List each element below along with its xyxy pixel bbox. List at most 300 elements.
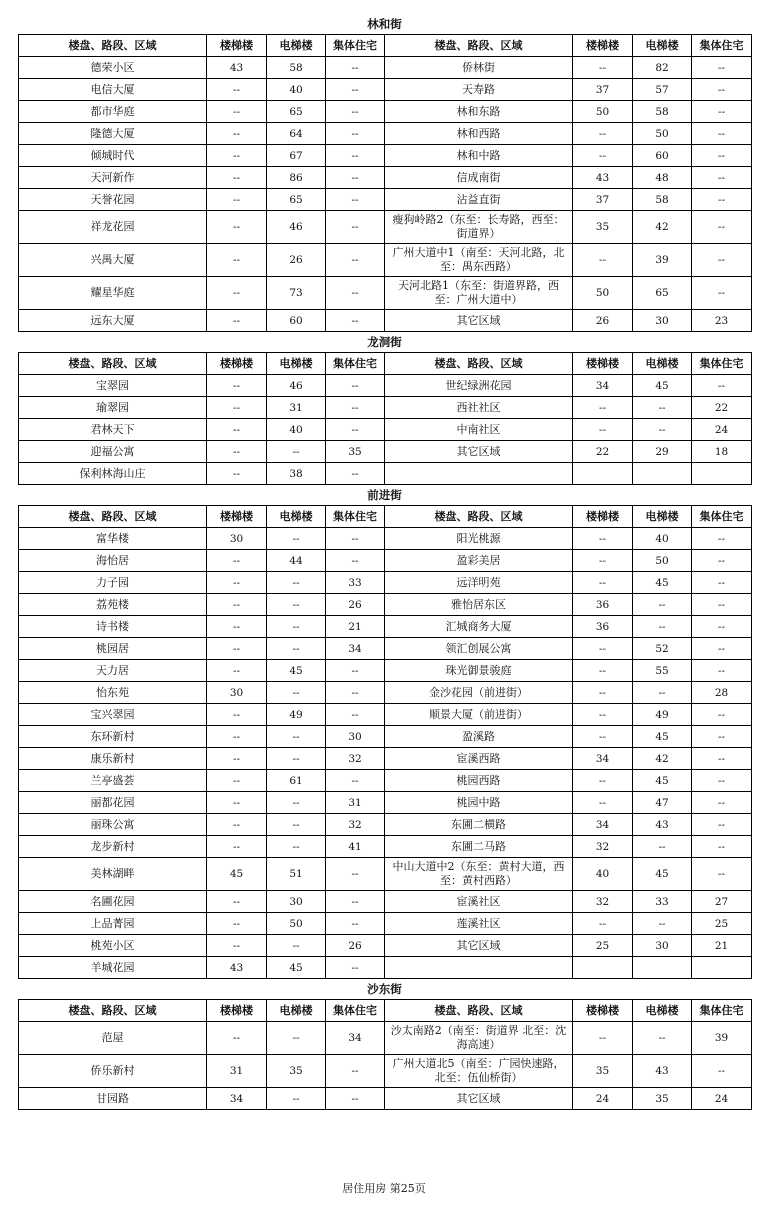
count-cell: -- bbox=[207, 836, 267, 858]
count-cell: 41 bbox=[326, 836, 385, 858]
count-cell: -- bbox=[207, 1022, 267, 1055]
count-cell: 45 bbox=[207, 858, 267, 891]
property-name-cell: 远东大厦 bbox=[19, 310, 207, 332]
property-name-cell: 侨乐新村 bbox=[19, 1055, 207, 1088]
column-header: 电梯楼 bbox=[633, 506, 692, 528]
table-row bbox=[19, 660, 752, 682]
table-row bbox=[19, 814, 752, 836]
count-cell: 28 bbox=[692, 682, 752, 704]
property-name-cell: 沙太南路2（南至：街道界 北至：沈海高速） bbox=[385, 1022, 573, 1055]
column-header: 集体住宅 bbox=[692, 506, 752, 528]
property-name-cell: 林和西路 bbox=[385, 123, 573, 145]
count-cell: 42 bbox=[633, 211, 692, 244]
property-name-cell: 东圃二横路 bbox=[385, 814, 573, 836]
count-cell: -- bbox=[326, 463, 385, 485]
column-header: 集体住宅 bbox=[692, 35, 752, 57]
count-cell: 21 bbox=[692, 935, 752, 957]
property-name-cell: 君林天下 bbox=[19, 419, 207, 441]
count-cell: -- bbox=[267, 616, 326, 638]
count-cell: -- bbox=[207, 419, 267, 441]
count-cell: 50 bbox=[633, 123, 692, 145]
count-cell: -- bbox=[573, 244, 633, 277]
count-cell: -- bbox=[207, 704, 267, 726]
count-cell: -- bbox=[326, 57, 385, 79]
property-name-cell: 其它区域 bbox=[385, 310, 573, 332]
property-name-cell: 珠光御景骏庭 bbox=[385, 660, 573, 682]
count-cell: 37 bbox=[573, 189, 633, 211]
table-row bbox=[19, 244, 752, 277]
property-name-cell: 德荣小区 bbox=[19, 57, 207, 79]
property-name-cell: 羊城花园 bbox=[19, 957, 207, 979]
count-cell: -- bbox=[692, 211, 752, 244]
table-row bbox=[19, 550, 752, 572]
section-title: 龙洞街 bbox=[367, 335, 402, 349]
count-cell: -- bbox=[326, 310, 385, 332]
count-cell: 22 bbox=[573, 441, 633, 463]
count-cell: 45 bbox=[633, 726, 692, 748]
count-cell: -- bbox=[207, 792, 267, 814]
property-name-cell: 名圃花园 bbox=[19, 891, 207, 913]
property-name-cell bbox=[385, 957, 573, 979]
count-cell: 47 bbox=[633, 792, 692, 814]
count-cell: -- bbox=[573, 397, 633, 419]
table-row bbox=[19, 913, 752, 935]
count-cell: 30 bbox=[207, 682, 267, 704]
count-cell: -- bbox=[573, 638, 633, 660]
count-cell: -- bbox=[326, 770, 385, 792]
count-cell: -- bbox=[267, 638, 326, 660]
count-cell: 82 bbox=[633, 57, 692, 79]
table-row bbox=[19, 419, 752, 441]
count-cell: 30 bbox=[207, 528, 267, 550]
count-cell: -- bbox=[207, 397, 267, 419]
count-cell: -- bbox=[207, 770, 267, 792]
section-title: 前进街 bbox=[367, 488, 402, 502]
count-cell: 31 bbox=[207, 1055, 267, 1088]
property-name-cell: 金沙花园（前进街） bbox=[385, 682, 573, 704]
count-cell: -- bbox=[326, 704, 385, 726]
section-table bbox=[18, 34, 752, 332]
count-cell: -- bbox=[326, 277, 385, 310]
count-cell: 23 bbox=[692, 310, 752, 332]
property-name-cell: 范屋 bbox=[19, 1022, 207, 1055]
count-cell: -- bbox=[573, 528, 633, 550]
count-cell: 65 bbox=[267, 101, 326, 123]
property-name-cell: 倾城时代 bbox=[19, 145, 207, 167]
column-header: 电梯楼 bbox=[267, 353, 326, 375]
table-header-row bbox=[19, 353, 752, 375]
count-cell: 33 bbox=[633, 891, 692, 913]
count-cell: -- bbox=[573, 726, 633, 748]
count-cell: 25 bbox=[573, 935, 633, 957]
count-cell: 50 bbox=[267, 913, 326, 935]
count-cell: 51 bbox=[267, 858, 326, 891]
property-name-cell: 天河新作 bbox=[19, 167, 207, 189]
column-header: 楼梯楼 bbox=[207, 353, 267, 375]
count-cell: 30 bbox=[633, 935, 692, 957]
count-cell: -- bbox=[207, 189, 267, 211]
table-row bbox=[19, 682, 752, 704]
property-name-cell: 天寿路 bbox=[385, 79, 573, 101]
property-name-cell: 天誉花园 bbox=[19, 189, 207, 211]
count-cell: 40 bbox=[267, 79, 326, 101]
table-row bbox=[19, 957, 752, 979]
count-cell: 43 bbox=[633, 814, 692, 836]
count-cell: -- bbox=[692, 836, 752, 858]
property-name-cell: 林和中路 bbox=[385, 145, 573, 167]
count-cell: 30 bbox=[633, 310, 692, 332]
count-cell: -- bbox=[207, 814, 267, 836]
count-cell: 42 bbox=[633, 748, 692, 770]
property-name-cell: 丽都花园 bbox=[19, 792, 207, 814]
count-cell: 36 bbox=[573, 594, 633, 616]
count-cell: -- bbox=[267, 682, 326, 704]
table-header-row bbox=[19, 506, 752, 528]
count-cell: 24 bbox=[692, 1088, 752, 1110]
column-header: 集体住宅 bbox=[326, 506, 385, 528]
count-cell: 45 bbox=[633, 375, 692, 397]
property-name-cell: 怡东苑 bbox=[19, 682, 207, 704]
property-name-cell: 桃园西路 bbox=[385, 770, 573, 792]
table-row bbox=[19, 528, 752, 550]
count-cell: -- bbox=[573, 123, 633, 145]
count-cell: 35 bbox=[573, 1055, 633, 1088]
table-row bbox=[19, 1088, 752, 1110]
count-cell: -- bbox=[692, 616, 752, 638]
property-name-cell: 顺景大厦（前进街） bbox=[385, 704, 573, 726]
count-cell: -- bbox=[633, 594, 692, 616]
count-cell: -- bbox=[267, 935, 326, 957]
count-cell: -- bbox=[267, 748, 326, 770]
count-cell: -- bbox=[692, 792, 752, 814]
count-cell: 55 bbox=[633, 660, 692, 682]
count-cell: 39 bbox=[633, 244, 692, 277]
count-cell bbox=[633, 957, 692, 979]
count-cell: 26 bbox=[573, 310, 633, 332]
count-cell: 35 bbox=[633, 1088, 692, 1110]
count-cell: 30 bbox=[326, 726, 385, 748]
property-name-cell: 康乐新村 bbox=[19, 748, 207, 770]
count-cell: -- bbox=[692, 550, 752, 572]
count-cell: -- bbox=[207, 748, 267, 770]
count-cell bbox=[573, 957, 633, 979]
count-cell: -- bbox=[633, 1022, 692, 1055]
count-cell: 52 bbox=[633, 638, 692, 660]
column-header: 楼盘、路段、区域 bbox=[385, 35, 573, 57]
count-cell: -- bbox=[326, 1055, 385, 1088]
table-row bbox=[19, 704, 752, 726]
count-cell: 39 bbox=[692, 1022, 752, 1055]
table-header-row bbox=[19, 35, 752, 57]
count-cell: -- bbox=[573, 913, 633, 935]
count-cell: 38 bbox=[267, 463, 326, 485]
property-name-cell: 瘦狗岭路2（东至：长寿路，西至：街道界） bbox=[385, 211, 573, 244]
count-cell: 30 bbox=[267, 891, 326, 913]
count-cell: 64 bbox=[267, 123, 326, 145]
count-cell: -- bbox=[267, 572, 326, 594]
count-cell: -- bbox=[692, 748, 752, 770]
table-row bbox=[19, 792, 752, 814]
count-cell: 34 bbox=[573, 375, 633, 397]
property-name-cell: 阳光桃源 bbox=[385, 528, 573, 550]
count-cell: -- bbox=[633, 419, 692, 441]
property-name-cell: 侨林街 bbox=[385, 57, 573, 79]
count-cell: -- bbox=[326, 189, 385, 211]
count-cell: 45 bbox=[633, 858, 692, 891]
column-header: 楼梯楼 bbox=[573, 506, 633, 528]
count-cell: 58 bbox=[633, 101, 692, 123]
count-cell: 65 bbox=[633, 277, 692, 310]
count-cell: 60 bbox=[267, 310, 326, 332]
count-cell: -- bbox=[326, 419, 385, 441]
column-header: 楼盘、路段、区域 bbox=[385, 1000, 573, 1022]
count-cell: -- bbox=[692, 572, 752, 594]
count-cell: -- bbox=[267, 528, 326, 550]
property-name-cell: 桃苑小区 bbox=[19, 935, 207, 957]
count-cell: -- bbox=[326, 123, 385, 145]
count-cell: -- bbox=[207, 913, 267, 935]
count-cell: -- bbox=[207, 891, 267, 913]
section-table bbox=[18, 999, 752, 1110]
count-cell: -- bbox=[326, 145, 385, 167]
property-name-cell: 都市华庭 bbox=[19, 101, 207, 123]
table-row bbox=[19, 211, 752, 244]
count-cell: 86 bbox=[267, 167, 326, 189]
count-cell: -- bbox=[692, 814, 752, 836]
count-cell: -- bbox=[207, 244, 267, 277]
section-title: 林和街 bbox=[367, 17, 402, 31]
count-cell: 65 bbox=[267, 189, 326, 211]
count-cell: 29 bbox=[633, 441, 692, 463]
column-header: 集体住宅 bbox=[692, 1000, 752, 1022]
count-cell: 40 bbox=[267, 419, 326, 441]
count-cell bbox=[692, 463, 752, 485]
count-cell: 32 bbox=[326, 814, 385, 836]
count-cell: -- bbox=[207, 616, 267, 638]
column-header: 楼梯楼 bbox=[573, 35, 633, 57]
property-name-cell: 领汇创展公寓 bbox=[385, 638, 573, 660]
table-row bbox=[19, 891, 752, 913]
table-row bbox=[19, 167, 752, 189]
count-cell: 32 bbox=[573, 891, 633, 913]
count-cell: -- bbox=[326, 79, 385, 101]
column-header: 电梯楼 bbox=[267, 35, 326, 57]
count-cell: -- bbox=[207, 375, 267, 397]
count-cell: -- bbox=[633, 397, 692, 419]
property-name-cell: 其它区域 bbox=[385, 1088, 573, 1110]
property-name-cell: 迎福公寓 bbox=[19, 441, 207, 463]
count-cell: 26 bbox=[326, 594, 385, 616]
property-name-cell: 桃园居 bbox=[19, 638, 207, 660]
table-row bbox=[19, 726, 752, 748]
count-cell: -- bbox=[326, 397, 385, 419]
count-cell: 45 bbox=[633, 572, 692, 594]
column-header: 楼梯楼 bbox=[573, 353, 633, 375]
count-cell: -- bbox=[573, 57, 633, 79]
count-cell: 49 bbox=[633, 704, 692, 726]
count-cell: 25 bbox=[692, 913, 752, 935]
count-cell: -- bbox=[692, 528, 752, 550]
count-cell: -- bbox=[326, 682, 385, 704]
count-cell: 22 bbox=[692, 397, 752, 419]
table-row bbox=[19, 463, 752, 485]
property-name-cell: 林和东路 bbox=[385, 101, 573, 123]
property-name-cell: 其它区域 bbox=[385, 935, 573, 957]
count-cell: -- bbox=[573, 419, 633, 441]
property-name-cell: 富华楼 bbox=[19, 528, 207, 550]
count-cell: 60 bbox=[633, 145, 692, 167]
count-cell: 31 bbox=[326, 792, 385, 814]
column-header: 楼盘、路段、区域 bbox=[19, 353, 207, 375]
count-cell: -- bbox=[573, 704, 633, 726]
count-cell: 73 bbox=[267, 277, 326, 310]
property-name-cell: 电信大厦 bbox=[19, 79, 207, 101]
column-header: 楼梯楼 bbox=[573, 1000, 633, 1022]
count-cell: 48 bbox=[633, 167, 692, 189]
count-cell: -- bbox=[267, 441, 326, 463]
table-row bbox=[19, 101, 752, 123]
column-header: 楼盘、路段、区域 bbox=[385, 506, 573, 528]
count-cell: -- bbox=[573, 682, 633, 704]
count-cell: -- bbox=[207, 123, 267, 145]
count-cell: -- bbox=[573, 145, 633, 167]
count-cell: 32 bbox=[573, 836, 633, 858]
table-row bbox=[19, 638, 752, 660]
count-cell: 34 bbox=[573, 748, 633, 770]
count-cell: 31 bbox=[267, 397, 326, 419]
count-cell: -- bbox=[326, 528, 385, 550]
count-cell: 40 bbox=[633, 528, 692, 550]
count-cell: 18 bbox=[692, 441, 752, 463]
column-header: 集体住宅 bbox=[326, 1000, 385, 1022]
count-cell: -- bbox=[207, 550, 267, 572]
column-header: 集体住宅 bbox=[326, 35, 385, 57]
property-name-cell: 天力居 bbox=[19, 660, 207, 682]
count-cell: 43 bbox=[633, 1055, 692, 1088]
table-row bbox=[19, 935, 752, 957]
count-cell: -- bbox=[207, 594, 267, 616]
property-name-cell: 宝翠园 bbox=[19, 375, 207, 397]
column-header: 楼盘、路段、区域 bbox=[19, 506, 207, 528]
table-row bbox=[19, 375, 752, 397]
count-cell: 45 bbox=[267, 957, 326, 979]
count-cell: -- bbox=[326, 211, 385, 244]
count-cell: -- bbox=[326, 375, 385, 397]
property-name-cell: 兴禺大厦 bbox=[19, 244, 207, 277]
count-cell: 46 bbox=[267, 375, 326, 397]
count-cell: -- bbox=[267, 792, 326, 814]
count-cell: 61 bbox=[267, 770, 326, 792]
column-header: 楼梯楼 bbox=[207, 1000, 267, 1022]
count-cell: 43 bbox=[207, 57, 267, 79]
count-cell: -- bbox=[326, 1088, 385, 1110]
property-name-cell: 中南社区 bbox=[385, 419, 573, 441]
count-cell: -- bbox=[573, 792, 633, 814]
property-name-cell: 诗书楼 bbox=[19, 616, 207, 638]
property-name-cell: 上品菁园 bbox=[19, 913, 207, 935]
count-cell: -- bbox=[267, 1088, 326, 1110]
table-row bbox=[19, 277, 752, 310]
count-cell: 24 bbox=[573, 1088, 633, 1110]
count-cell: -- bbox=[326, 550, 385, 572]
count-cell: 26 bbox=[267, 244, 326, 277]
property-name-cell: 宦溪社区 bbox=[385, 891, 573, 913]
count-cell: -- bbox=[692, 858, 752, 891]
property-name-cell: 沾益直街 bbox=[385, 189, 573, 211]
property-name-cell bbox=[385, 463, 573, 485]
count-cell: 27 bbox=[692, 891, 752, 913]
table-row bbox=[19, 858, 752, 891]
count-cell: -- bbox=[692, 123, 752, 145]
count-cell: -- bbox=[326, 167, 385, 189]
property-name-cell: 汇城商务大厦 bbox=[385, 616, 573, 638]
count-cell: 21 bbox=[326, 616, 385, 638]
table-row bbox=[19, 770, 752, 792]
count-cell: 37 bbox=[573, 79, 633, 101]
count-cell: -- bbox=[207, 726, 267, 748]
count-cell: -- bbox=[326, 244, 385, 277]
count-cell: 58 bbox=[633, 189, 692, 211]
count-cell: -- bbox=[207, 277, 267, 310]
property-name-cell: 隆德大厦 bbox=[19, 123, 207, 145]
count-cell bbox=[692, 957, 752, 979]
count-cell: -- bbox=[692, 1055, 752, 1088]
column-header: 楼盘、路段、区域 bbox=[19, 1000, 207, 1022]
count-cell: -- bbox=[692, 79, 752, 101]
count-cell: -- bbox=[207, 572, 267, 594]
count-cell: 49 bbox=[267, 704, 326, 726]
column-header: 电梯楼 bbox=[633, 35, 692, 57]
count-cell: 35 bbox=[326, 441, 385, 463]
count-cell: -- bbox=[692, 638, 752, 660]
count-cell bbox=[633, 463, 692, 485]
count-cell: 34 bbox=[573, 814, 633, 836]
count-cell: -- bbox=[207, 935, 267, 957]
column-header: 电梯楼 bbox=[267, 1000, 326, 1022]
count-cell: -- bbox=[692, 726, 752, 748]
count-cell: -- bbox=[692, 704, 752, 726]
table-row bbox=[19, 594, 752, 616]
count-cell: -- bbox=[207, 211, 267, 244]
count-cell: -- bbox=[207, 660, 267, 682]
property-name-cell: 盈彩美居 bbox=[385, 550, 573, 572]
count-cell: -- bbox=[633, 836, 692, 858]
property-name-cell: 中山大道中2（东至：黄村大道，西至：黄村西路） bbox=[385, 858, 573, 891]
count-cell: -- bbox=[207, 145, 267, 167]
count-cell: -- bbox=[692, 375, 752, 397]
count-cell: -- bbox=[207, 79, 267, 101]
count-cell: -- bbox=[207, 101, 267, 123]
column-header: 楼梯楼 bbox=[207, 506, 267, 528]
count-cell: 43 bbox=[573, 167, 633, 189]
table-row bbox=[19, 145, 752, 167]
count-cell: 35 bbox=[573, 211, 633, 244]
property-name-cell: 美林湖畔 bbox=[19, 858, 207, 891]
section-title: 沙东街 bbox=[367, 982, 402, 996]
column-header: 电梯楼 bbox=[633, 1000, 692, 1022]
property-name-cell: 莲溪社区 bbox=[385, 913, 573, 935]
table-row bbox=[19, 1055, 752, 1088]
page-footer: 居住用房 第25页 bbox=[342, 1182, 426, 1195]
count-cell: -- bbox=[692, 57, 752, 79]
property-name-cell: 海怡居 bbox=[19, 550, 207, 572]
count-cell: -- bbox=[573, 770, 633, 792]
count-cell: 57 bbox=[633, 79, 692, 101]
count-cell: -- bbox=[633, 913, 692, 935]
section-table bbox=[18, 505, 752, 979]
property-name-cell: 龙步新村 bbox=[19, 836, 207, 858]
count-cell: 67 bbox=[267, 145, 326, 167]
